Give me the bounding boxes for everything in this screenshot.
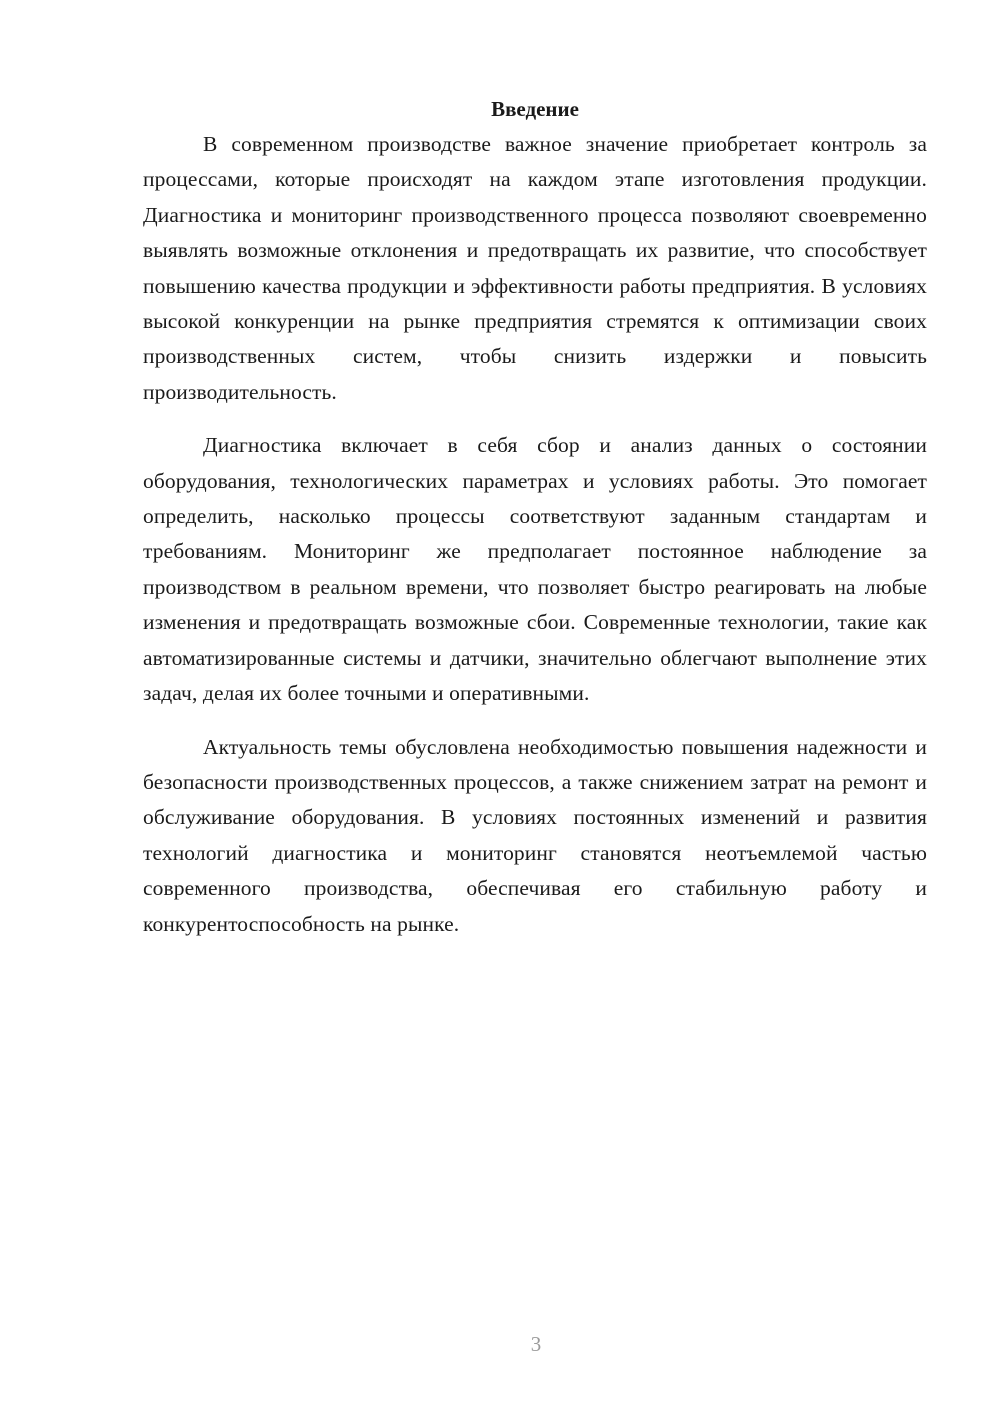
paragraph-3: Актуальность темы обусловлена необходимостью повышения надежности и безопасности производственных процессов, а также снижением затрат на ремонт и обслуживание оборудования. В условиях постоянных изменений и развития технологий диагностика и мониторинг становятся неотъемлемой частью современного производства, обеспечивая его стабильную работу и конкурентоспособность на рынке. — [143, 734, 927, 936]
section-heading: Введение — [491, 97, 579, 121]
page-content — [143, 92, 927, 942]
paragraph-2: Диагностика включает в себя сбор и анализ данных о состоянии оборудования, технологических параметрах и условиях работы. Это помогает определить, насколько процессы соответствуют заданным стандартам и требованиям. Мониторинг же предполагает постоянное наблюдение за производством в реальном времени, что позволяет быстро реагировать на любые изменения и предотвращать возможные сбои. Современные технологии, такие как автоматизированные системы и датчики, значительно облегчают выполнение этих задач, делая их более точными и оперативными. — [143, 433, 927, 706]
page-number: 3 — [530, 1332, 542, 1356]
paragraph-1: В современном производстве важное значение приобретает контроль за процессами, которые происходят на каждом этапе изготовления продукции. Диагностика и мониторинг производственного процесса позволяют своевременно выявлять возможные отклонения и предотвращать их развитие, что способствует повышению качества продукции и эффективности работы предприятия. В условиях высокой конкуренции на рынке предприятия стремятся к оптимизации своих производственных систем, чтобы снизить издержки и повысить производительность. — [143, 132, 927, 404]
